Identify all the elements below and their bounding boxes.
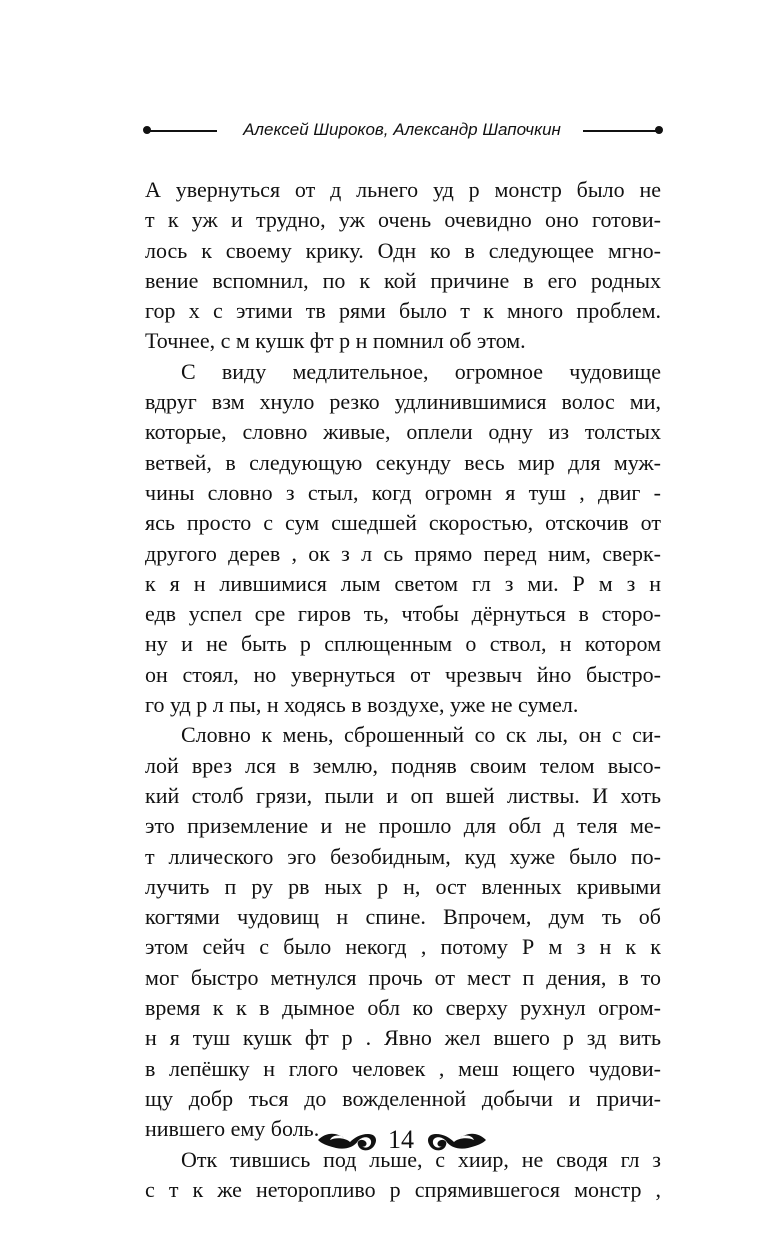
text-line: гор х с этими тв рями было т к много проблем. [145,298,661,324]
text-line: ветвей, в следующую секунду весь мир для муж- [145,449,661,475]
divider [583,130,657,132]
text-line: го уд р л пы, н ходясь в воздухе, уже не сумел. [145,692,579,718]
text-line: когтями чудовищ н спине. Впрочем, дум ть об [145,904,661,930]
text-line: лось к своему крику. Одн ко в следующее мгно- [145,237,661,263]
text-line: Отк тившись под льше, с хиир, не сводя гл з [181,1146,661,1172]
text-line: н я туш кушк фт р . Явно жел вшего р зд вить [145,1025,661,1051]
text-line: в лепёшку н глого человек , меш ющего чудови- [145,1055,661,1081]
text-line: едв успел сре гиров ть, чтобы дёрнуться в сторо- [145,601,661,627]
text-line: ну и не быть р сплющенным о ствол, н котором [145,631,661,657]
text-line: этом сейч с было некогд , потому Р м з н к к [145,934,661,960]
text-line: время к к в дымное обл ко сверху рухнул огром- [145,995,661,1021]
running-title: Алексей Широков, Александр Шапочкин [243,120,561,139]
text-line: А увернуться от д льнего уд р монстр было не [145,177,661,202]
text-line: которые, словно живые, оплели одну из толстых [145,419,661,445]
page-footer [300,1120,500,1164]
text-line: он стоял, но увернуться от чрезвыч йно быстро- [145,661,661,687]
text-line: ясь просто с сум сшедшей скоростью, отскочив от [145,510,661,536]
text-line: вдруг взм хнуло резко удлинившимися волос ми, [145,389,661,415]
text-line: другого дерев , ок з л сь прямо перед ним, сверк- [145,540,661,566]
scroll-flourish-icon [316,1128,380,1156]
scroll-flourish-icon [424,1128,488,1156]
text-line: вение вспомнил, по к кой причине в его родных [145,267,661,293]
text-line: с т к же неторопливо р спрямившегося монстр , [145,1176,661,1202]
text-line: кий столб грязи, пыли и оп вшей листвы. И хоть [145,782,661,808]
text-line: лучить п ру рв ных р н, ост вленных кривыми [145,873,661,899]
text-line: мог быстро метнулся прочь от мест п дения, в то [145,964,661,990]
text-line: С виду медлительное, огромное чудовище [181,358,661,384]
text-line: Точнее, с м кушк фт р н помнил об этом. [145,328,526,354]
running-head [143,118,663,142]
text-line: чины словно з стыл, когд огромн я туш , двиг - [145,479,661,505]
text-line: щу добр ться до вожделенной добычи и причи- [145,1085,661,1111]
divider [147,130,217,132]
page-number: 14 [388,1125,414,1154]
text-line: Словно к мень, сброшенный со ск лы, он с си- [181,722,661,748]
body-text [145,175,661,1205]
text-line: т к уж и трудно, уж очень очевидно оно готови- [145,207,661,233]
text-line: к я н лившимися лым светом гл з ми. Р м з н [145,570,661,596]
text-line: т ллического эго безобидным, куд хуже было по- [145,843,661,869]
text-line: нившего ему боль. [145,1116,320,1142]
text-line: лой врез лся в землю, подняв своим телом высо- [145,752,661,778]
bullet-icon [655,126,663,134]
text-line: это приземление и не прошло для обл д теля ме- [145,813,661,839]
